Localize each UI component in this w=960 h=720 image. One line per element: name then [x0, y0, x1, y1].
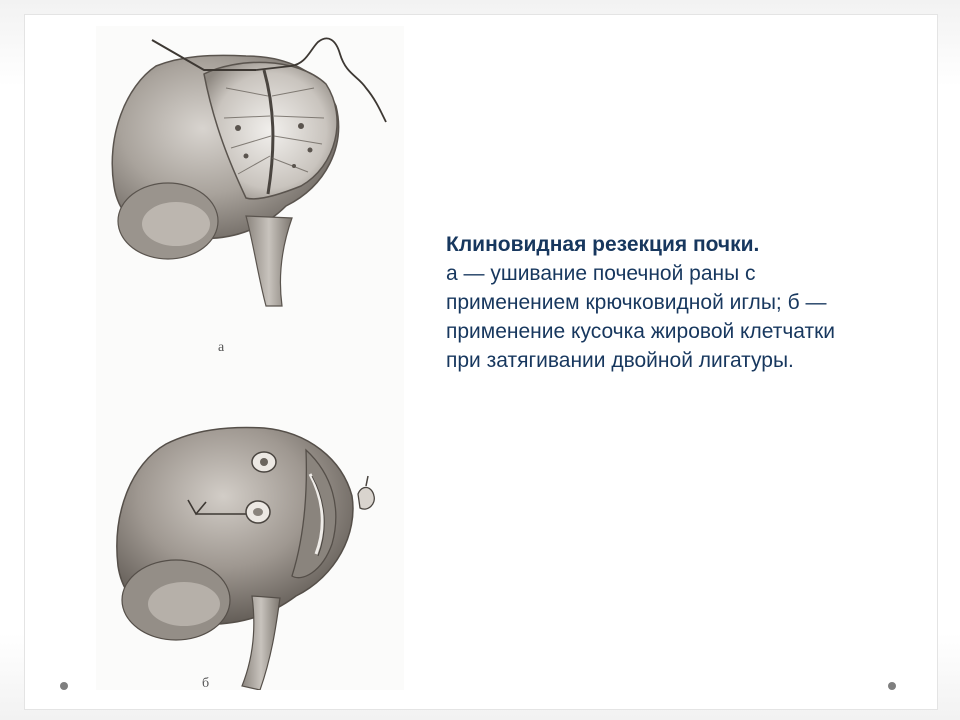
nav-dot-left[interactable]	[60, 682, 68, 690]
kidney-illustration	[96, 26, 404, 690]
figure-b-kidney	[117, 428, 374, 690]
nav-dot-right[interactable]	[888, 682, 896, 690]
figure-label-a: а	[218, 340, 225, 355]
figure-a-kidney	[112, 38, 386, 306]
caption-title: Клиновидная резекция почки.	[446, 233, 760, 256]
slide-caption	[446, 230, 916, 375]
caption-body: а — ушивание почечной раны с применением крючковидной иглы; б — применение кусочка жировой клетчатки при затягивании двойной лигатуры.	[446, 262, 836, 372]
figure-label-b: б	[202, 676, 210, 691]
